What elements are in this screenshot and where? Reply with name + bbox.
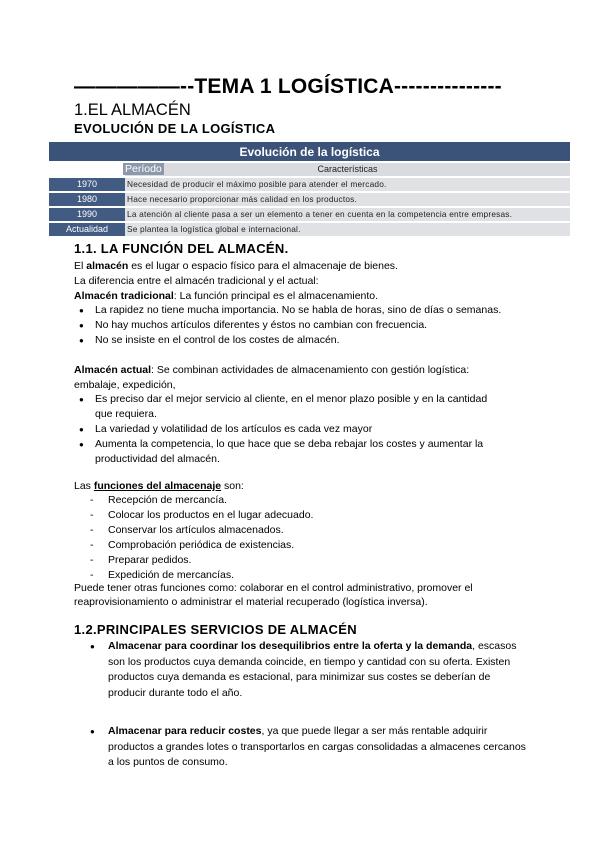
table-cell-period: 1980 xyxy=(49,193,125,206)
list-item: - Recepción de mercancía. xyxy=(88,493,313,508)
evolution-table xyxy=(49,140,570,238)
list-item: ● La variedad y volatilidad de los artículos es cada vez mayor xyxy=(74,422,487,437)
table-cell-period: 1970 xyxy=(49,178,125,191)
table-cell-text: Necesidad de producir el máximo posible para atender el mercado. xyxy=(125,178,570,191)
table-cell-text: La atención al cliente pasa a ser un elemento a tener en cuenta en la competencia entre empresas. xyxy=(125,208,570,221)
list-item: - Conservar los artículos almacenados. xyxy=(88,523,313,538)
list-item: ● Almacenar para reducir costes, ya que puede llegar a ser más rentable adquirir productos a grandes lotes o transportarlos en cargas consolidadas a almacenes cercanos a los puntos de consumo. xyxy=(88,724,528,771)
table-title: Evolución de la logística xyxy=(49,142,570,161)
list-item: - Expedición de mercancías. xyxy=(88,568,313,583)
paragraph-other-2: reaprovisionamiento o administrar el material recuperado (logística inversa). xyxy=(74,596,428,608)
section-heading-almacen: 1.EL ALMACÉN xyxy=(74,101,191,119)
table-cell-period: Actualidad xyxy=(49,223,125,236)
paragraph-definition: El almacén es el lugar o espacio físico para el almacenaje de bienes. xyxy=(74,260,398,272)
table-row xyxy=(49,178,570,191)
column-header-features: Características xyxy=(125,163,570,176)
traditional-list xyxy=(74,303,501,348)
table-row xyxy=(49,208,570,221)
subheading-evolucion: EVOLUCIÓN DE LA LOGÍSTICA xyxy=(74,121,276,136)
list-item: - Preparar pedidos. xyxy=(88,553,313,568)
list-item: ● No se insiste en el control de los costes de almacén. xyxy=(74,333,501,348)
paragraph-other-1: Puede tener otras funciones como: colaborar en el control administrativo, promover el xyxy=(74,582,473,594)
table-cell-text: Se plantea la logística global e internacional. xyxy=(125,223,570,236)
servicios-list xyxy=(88,639,528,771)
list-item: productividad del almacén. xyxy=(95,453,220,465)
section-heading-funcion: 1.1. LA FUNCIÓN DEL ALMACÉN. xyxy=(74,241,289,256)
list-item: ● La rapidez no tiene mucha importancia. No se habla de horas, sino de días o semanas. xyxy=(74,303,501,318)
table-row xyxy=(49,223,570,236)
table-cell-period: 1990 xyxy=(49,208,125,221)
list-item: - Colocar los productos en el lugar adecuado. xyxy=(88,508,313,523)
column-header-period: Período xyxy=(125,163,162,175)
actual-list xyxy=(74,392,487,467)
list-item: que requiera. xyxy=(95,408,157,420)
document-title: —————--TEMA 1 LOGÍSTICA--------------- xyxy=(74,75,502,98)
funciones-list xyxy=(88,493,313,583)
list-item: ● Es preciso dar el mejor servicio al cliente, en el menor plazo posible y en la cantidad xyxy=(74,392,487,407)
list-item: ● No hay muchos artículos diferentes y éstos no cambian con frecuencia. xyxy=(74,318,501,333)
list-item: - Comprobación periódica de existencias. xyxy=(88,538,313,553)
list-item: ● Aumenta la competencia, lo que hace que se deba rebajar los costes y aumentar la xyxy=(74,437,487,452)
table-row xyxy=(49,193,570,206)
table-cell-text: Hace necesario proporcionar más calidad en los productos. xyxy=(125,193,570,206)
paragraph-difference: La diferencia entre el almacén tradicional y el actual: xyxy=(74,275,319,287)
list-item: ● Almacenar para coordinar los desequilibrios entre la oferta y la demanda, escasos son los productos cuya demanda coincide, en tiempo y cantidad con su oferta. Existen productos cuya demanda es estacional, para minimizar sus costes se deberían de producir durante todo el año. xyxy=(88,639,528,701)
section-heading-servicios: 1.2.PRINCIPALES SERVICIOS DE ALMACÉN xyxy=(74,622,357,637)
paragraph-traditional: Almacén tradicional: La función principal es el almacenamiento. xyxy=(74,290,379,302)
paragraph-funciones: Las funciones del almacenaje son: xyxy=(74,480,244,492)
paragraph-actual: Almacén actual: Se combinan actividades de almacenamiento con gestión logística: xyxy=(74,364,470,376)
paragraph-actual-cont: embalaje, expedición, xyxy=(74,379,176,391)
